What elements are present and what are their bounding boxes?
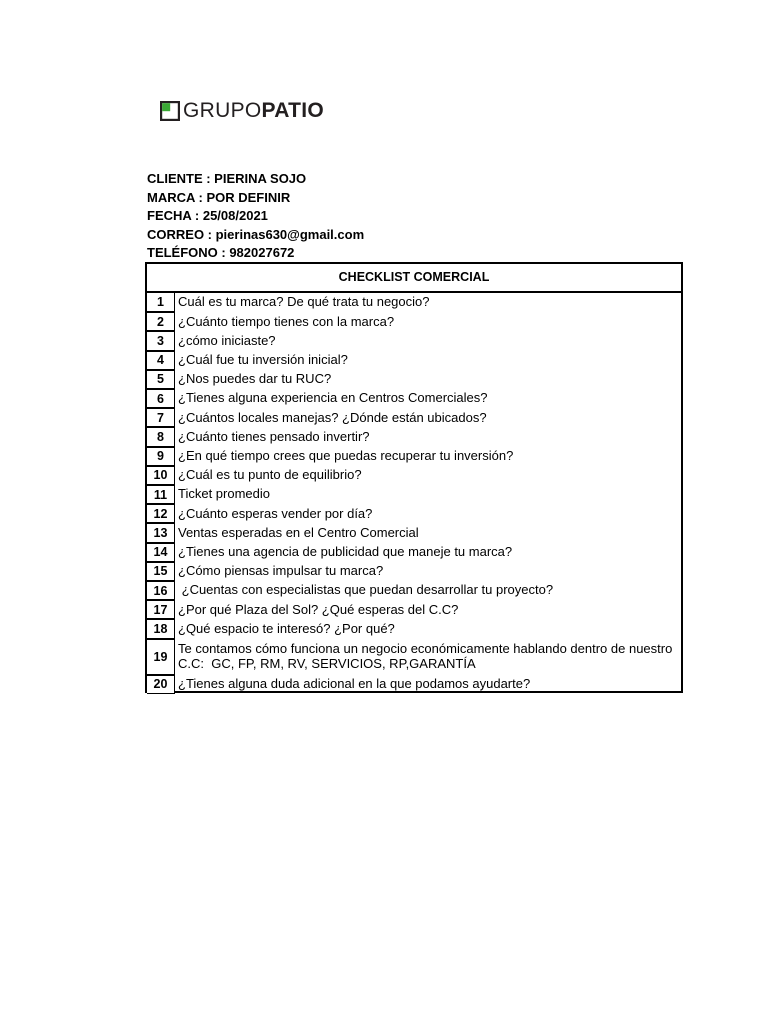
row-question: ¿Qué espacio te interesó? ¿Por qué?	[178, 620, 395, 636]
row-question: ¿Cuál es tu punto de equilibrio?	[178, 467, 362, 483]
logo-text-light: GRUPO	[183, 99, 262, 122]
checklist-row	[147, 389, 681, 408]
checklist-row	[147, 600, 681, 619]
checklist-row	[147, 293, 681, 312]
correo-line: CORREO : pierinas630@gmail.com	[147, 226, 365, 242]
checklist-row	[147, 675, 681, 694]
marca-line: MARCA : POR DEFINIR	[147, 189, 291, 205]
row-number: 12	[147, 504, 175, 523]
checklist-row	[147, 466, 681, 485]
row-question: Cuál es tu marca? De qué trata tu negocio?	[178, 294, 430, 310]
row-question: ¿Cuánto esperas vender por día?	[178, 505, 373, 521]
row-question: ¿Tienes alguna experiencia en Centros Comerciales?	[178, 390, 488, 406]
row-number: 17	[147, 600, 175, 619]
client-info	[147, 170, 364, 263]
checklist-row	[147, 351, 681, 370]
fecha-line: FECHA : 25/08/2021	[147, 208, 268, 224]
row-question: ¿En qué tiempo crees que puedas recuperar tu inversión?	[178, 447, 514, 463]
row-number: 15	[147, 562, 175, 581]
telefono-line: TELÉFONO : 982027672	[147, 245, 295, 261]
checklist-table	[145, 262, 683, 693]
checklist-row	[147, 312, 681, 331]
row-question: ¿Cómo piensas impulsar tu marca?	[178, 563, 384, 579]
checklist-row	[147, 427, 681, 446]
row-question: ¿Cuánto tienes pensado invertir?	[178, 428, 370, 444]
row-question: ¿Cuánto tiempo tienes con la marca?	[178, 313, 395, 329]
row-question: ¿Por qué Plaza del Sol? ¿Qué esperas del C.C?	[178, 601, 459, 617]
row-question: Te contamos cómo funciona un negocio económicamente hablando dentro de nuestro C.C: GC, FP, RM, RV, SERVICIOS, RP,GARANTÍA	[178, 641, 676, 671]
row-question: ¿Nos puedes dar tu RUC?	[178, 371, 332, 387]
checklist-row	[147, 485, 681, 504]
row-number: 19	[147, 639, 175, 675]
checklist-row	[147, 370, 681, 389]
row-question: ¿Cuentas con especialistas que puedan desarrollar tu proyecto?	[178, 582, 554, 598]
checklist-row	[147, 639, 681, 675]
logo-text	[183, 99, 324, 123]
checklist-row	[147, 523, 681, 542]
checklist-row	[147, 504, 681, 523]
row-question: Ventas esperadas en el Centro Comercial	[178, 524, 419, 540]
checklist-row	[147, 447, 681, 466]
row-number: 7	[147, 408, 175, 427]
row-question: ¿Cuántos locales manejas? ¿Dónde están ubicados?	[178, 409, 487, 425]
checklist-row	[147, 562, 681, 581]
row-question: ¿Tienes alguna duda adicional en la que podamos ayudarte?	[178, 675, 531, 691]
row-question: ¿Cuál fue tu inversión inicial?	[178, 351, 348, 367]
row-number: 4	[147, 351, 175, 370]
checklist-row	[147, 581, 681, 600]
row-number: 9	[147, 447, 175, 466]
row-number: 14	[147, 543, 175, 562]
row-question: ¿cómo iniciaste?	[178, 332, 276, 348]
row-number: 18	[147, 619, 175, 638]
row-number: 6	[147, 389, 175, 408]
checklist-row	[147, 331, 681, 350]
grupo-patio-logo	[160, 99, 324, 123]
row-question: ¿Tienes una agencia de publicidad que maneje tu marca?	[178, 543, 513, 559]
row-number: 13	[147, 523, 175, 542]
checklist-title: CHECKLIST COMERCIAL	[147, 264, 681, 293]
row-question: Ticket promedio	[178, 486, 270, 502]
logo-text-bold: PATIO	[261, 99, 325, 122]
row-number: 16	[147, 581, 175, 600]
row-number: 3	[147, 331, 175, 350]
row-number: 2	[147, 312, 175, 331]
row-number: 10	[147, 466, 175, 485]
row-number: 8	[147, 427, 175, 446]
checklist-row	[147, 408, 681, 427]
cliente-line: CLIENTE : PIERINA SOJO	[147, 171, 307, 186]
checklist-row	[147, 543, 681, 562]
row-number: 5	[147, 370, 175, 389]
row-number: 11	[147, 485, 175, 504]
logo-mark-icon	[160, 101, 180, 121]
row-number: 20	[147, 675, 175, 694]
checklist-row	[147, 619, 681, 638]
row-number: 1	[147, 293, 175, 312]
